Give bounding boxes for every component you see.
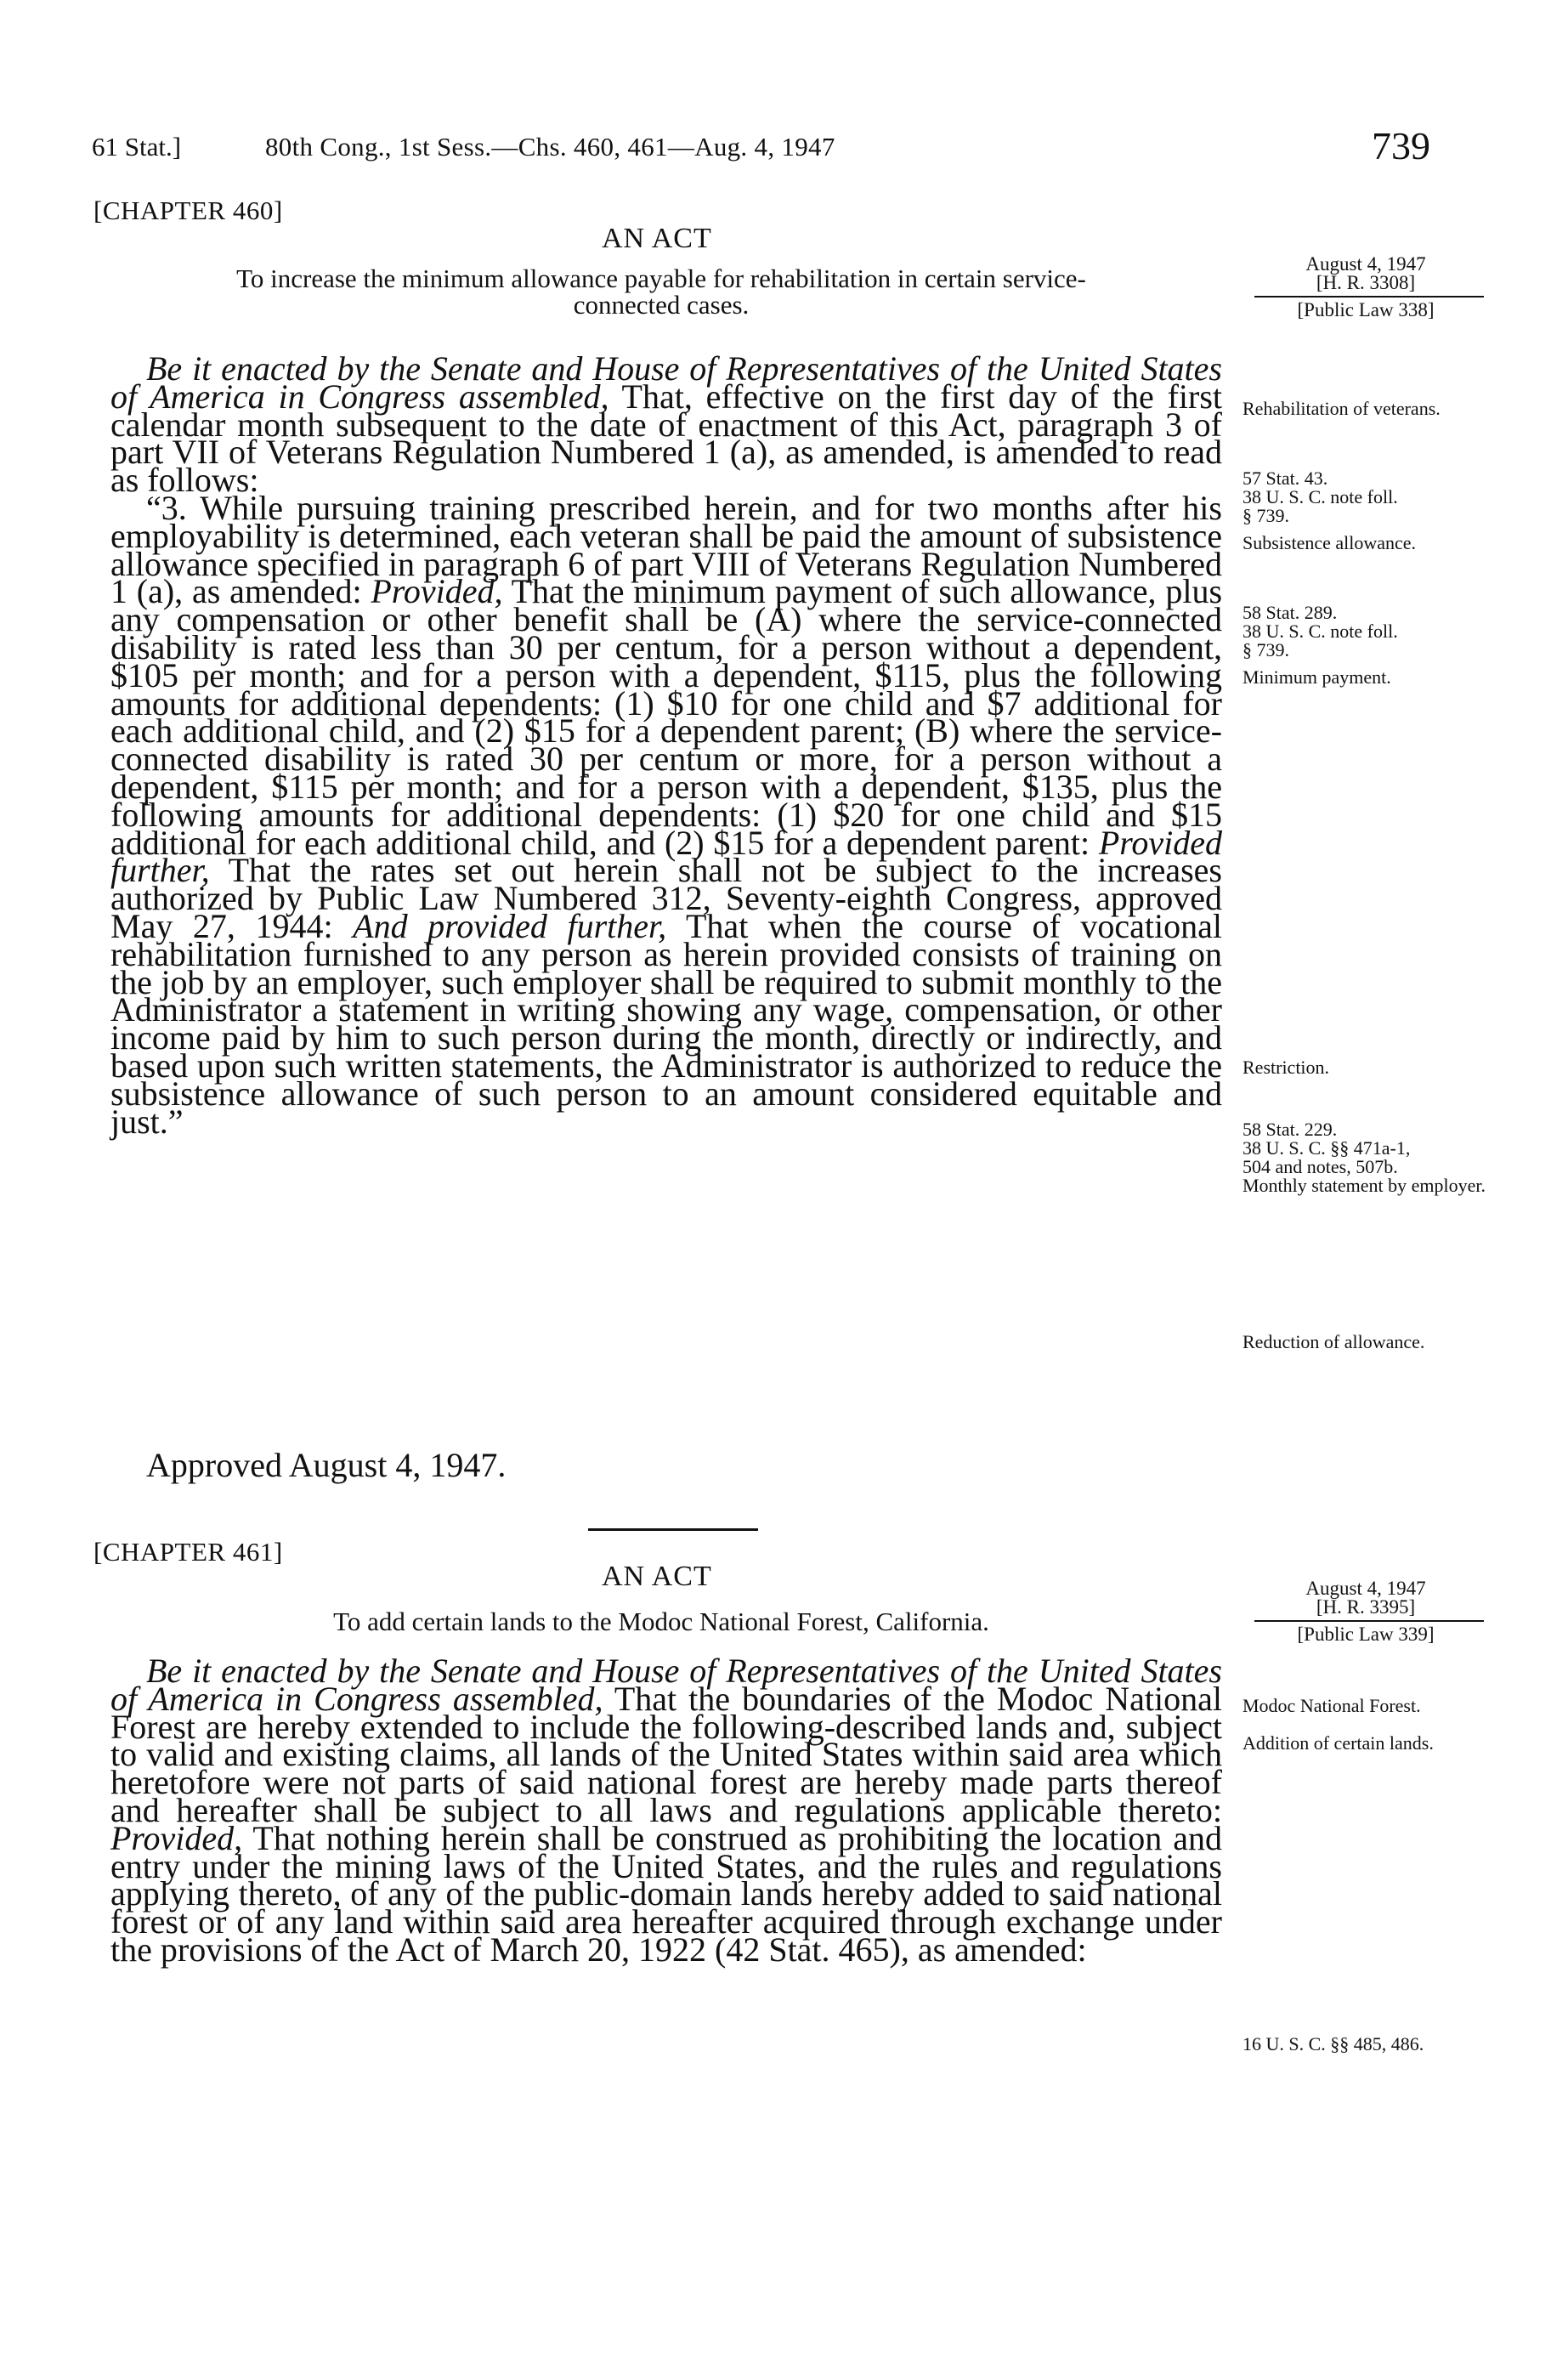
chapter-460-side-law: [Public Law 338] — [1297, 299, 1435, 320]
chapter-461-label: [CHAPTER 461] — [93, 1537, 283, 1567]
chapter-461-paragraph-1-b: That nothing herein shall be construed as prohibiting the location and entry under the mining laws of the United States, and the rules and regulations applying thereto, of any of the public-domain lands hereby added to said national forest or of any land within said area hereafter acquired through exchange under the provisions of the Act of March 20, 1922 (42 Stat. 465), as amended: — [110, 1818, 1223, 1969]
chapter-461-side-bill: [H. R. 3395] — [1316, 1596, 1416, 1618]
chapter-461-enacting-clause: Be it enacted by the Senate and House of Representatives of the United States of America in Congress assembled, — [110, 1652, 1222, 1718]
chapter-460-purpose-line-2: connected cases. — [573, 290, 750, 320]
margin-cite-2a: 58 Stat. 289. — [1243, 602, 1338, 623]
margin-note-subsistence: Subsistence allowance. — [1243, 532, 1417, 553]
chapter-460-body — [110, 349, 1223, 1141]
chapter-460-paragraph-1-text: That, effective on the first day of the first calendar month subsequent to the date of enactment of this Act, paragraph 3 of part VII of Veterans Regulation Numbered 1 (a), as amended, is amended to read as follows: — [110, 377, 1223, 500]
chapter-460-paragraph-1 — [110, 349, 1223, 500]
margin-cite-1c: § 739. — [1243, 505, 1289, 526]
margin-cite-2c: § 739. — [1243, 639, 1289, 660]
chapter-461-purpose: To add certain lands to the Modoc National Forest, California. — [333, 1607, 989, 1636]
chapter-461-paragraph-1-a: That the boundaries of the Modoc National Forest are hereby extended to include the following-described lands and, subject to valid and existing claims, all lands of the United States within said area which heretofore were not parts of said national forest are hereby made parts thereof and hereafter shall be subject to all laws and regulations applicable thereto: — [110, 1679, 1222, 1829]
chapter-460-and-provided-further: And provided further, — [353, 906, 667, 945]
chapter-460-paragraph-2 — [110, 488, 1223, 1141]
page-number: 739 — [1372, 124, 1430, 167]
chapter-461-side-law: [Public Law 339] — [1297, 1624, 1435, 1645]
chapter-460-paragraph-2-a: “3. While pursuing training prescribed herein, and for two months after his employability is determined, each veteran shall be paid the amount of subsistence allowance specified in paragraph 6 of part VIII of Veterans Regulation Numbered 1 (a), as amended: — [110, 488, 1222, 611]
margin-cite-1b: 38 U. S. C. note foll. — [1243, 486, 1398, 507]
chapter-460-paragraph-2-c: That the rates set out herein shall not be subject to the increases authorized by Public Law Numbered 312, Seventy-eighth Congress, approved May 27, 1944: — [110, 851, 1222, 945]
chapter-460-side-date: August 4, 1947 — [1305, 253, 1426, 275]
chapter-460-label: [CHAPTER 460] — [93, 196, 283, 225]
margin-note-restriction: Restriction. — [1243, 1057, 1330, 1078]
chapter-460-side-bill: [H. R. 3308] — [1316, 272, 1416, 293]
chapter-461-provided: Provided, — [110, 1818, 243, 1857]
margin-cite-2b: 38 U. S. C. note foll. — [1243, 621, 1398, 642]
chapter-461-side-date: August 4, 1947 — [1305, 1578, 1426, 1599]
margin-cite-3c: 504 and notes, 507b. — [1243, 1156, 1398, 1177]
volume-reference: 61 Stat.] — [92, 132, 182, 162]
chapter-460-purpose-line-1: To increase the minimum allowance payable for rehabilitation in certain service- — [236, 264, 1086, 293]
margin-note-addition: Addition of certain lands. — [1243, 1732, 1434, 1754]
chapter-460-enacting-clause: Be it enacted by the Senate and House of Representatives of the United States of America in Congress assembled, — [110, 349, 1222, 416]
margin-note-reduction: Reduction of allowance. — [1243, 1331, 1425, 1352]
chapter-460-side-rule — [1254, 296, 1484, 298]
margin-note-monthly: Monthly statement by employer. — [1243, 1175, 1486, 1196]
chapter-460-approved: Approved August 4, 1947. — [146, 1446, 507, 1484]
margin-note-modoc: Modoc National Forest. — [1243, 1695, 1421, 1716]
margin-cite-3b: 38 U. S. C. §§ 471a-1, — [1243, 1137, 1411, 1159]
chapter-460-heading: AN ACT — [602, 223, 712, 254]
chapter-461-body — [110, 1652, 1223, 1969]
chapter-460-provided: Provided, — [371, 572, 503, 611]
chapter-461-heading: AN ACT — [602, 1561, 712, 1592]
margin-note-rehabilitation: Rehabilitation of veterans. — [1243, 398, 1441, 419]
session-reference: 80th Cong., 1st Sess.—Chs. 460, 461—Aug. 4, 1947 — [265, 132, 835, 162]
chapter-460-provided-further: Provided further, — [110, 823, 1223, 890]
chapter-461-side-rule — [1254, 1620, 1484, 1622]
margin-cite-1a: 57 Stat. 43. — [1243, 468, 1328, 489]
margin-note-minimum: Minimum payment. — [1243, 666, 1391, 688]
chapter-461-paragraph-1 — [110, 1652, 1223, 1969]
chapter-460-paragraph-2-b: That the minimum payment of such allowance, plus any compensation or other benefit shall be (A) where the service-connected disability is rated less than 30 per centum, for a person without a dependent, $105 per month; and for a person with a dependent, $115, plus the following amounts for additional dependents: (1) $10 for one child and $7 additional for each additional child, and (2) $15 for a dependent parent; (B) where the service-connected disability is rated 30 per centum or more, for a person without a dependent, $115 per month; and for a person with a dependent, $135, plus the following amounts for additional dependents: (1) $20 for one child and $15 additional for each additional child, and (2) $15 for a dependent parent: — [110, 572, 1223, 862]
chapter-460-purpose — [92, 265, 1231, 318]
chapter-separator — [588, 1528, 758, 1531]
margin-note-usc-cite: 16 U. S. C. §§ 485, 486. — [1243, 2033, 1424, 2054]
margin-cite-3a: 58 Stat. 229. — [1243, 1119, 1338, 1140]
chapter-460-paragraph-2-d: That when the course of vocational rehabilitation furnished to any person as herein provided consists of training on the job by an employer, such employer shall be required to submit monthly to the Administrator a statement in writing showing any wage, compensation, or other income paid by him to such person during the month, directly or indirectly, and based upon such written statements, the Administrator is authorized to reduce the subsistence allowance of such person to an amount considered equitable and just.” — [110, 906, 1223, 1141]
